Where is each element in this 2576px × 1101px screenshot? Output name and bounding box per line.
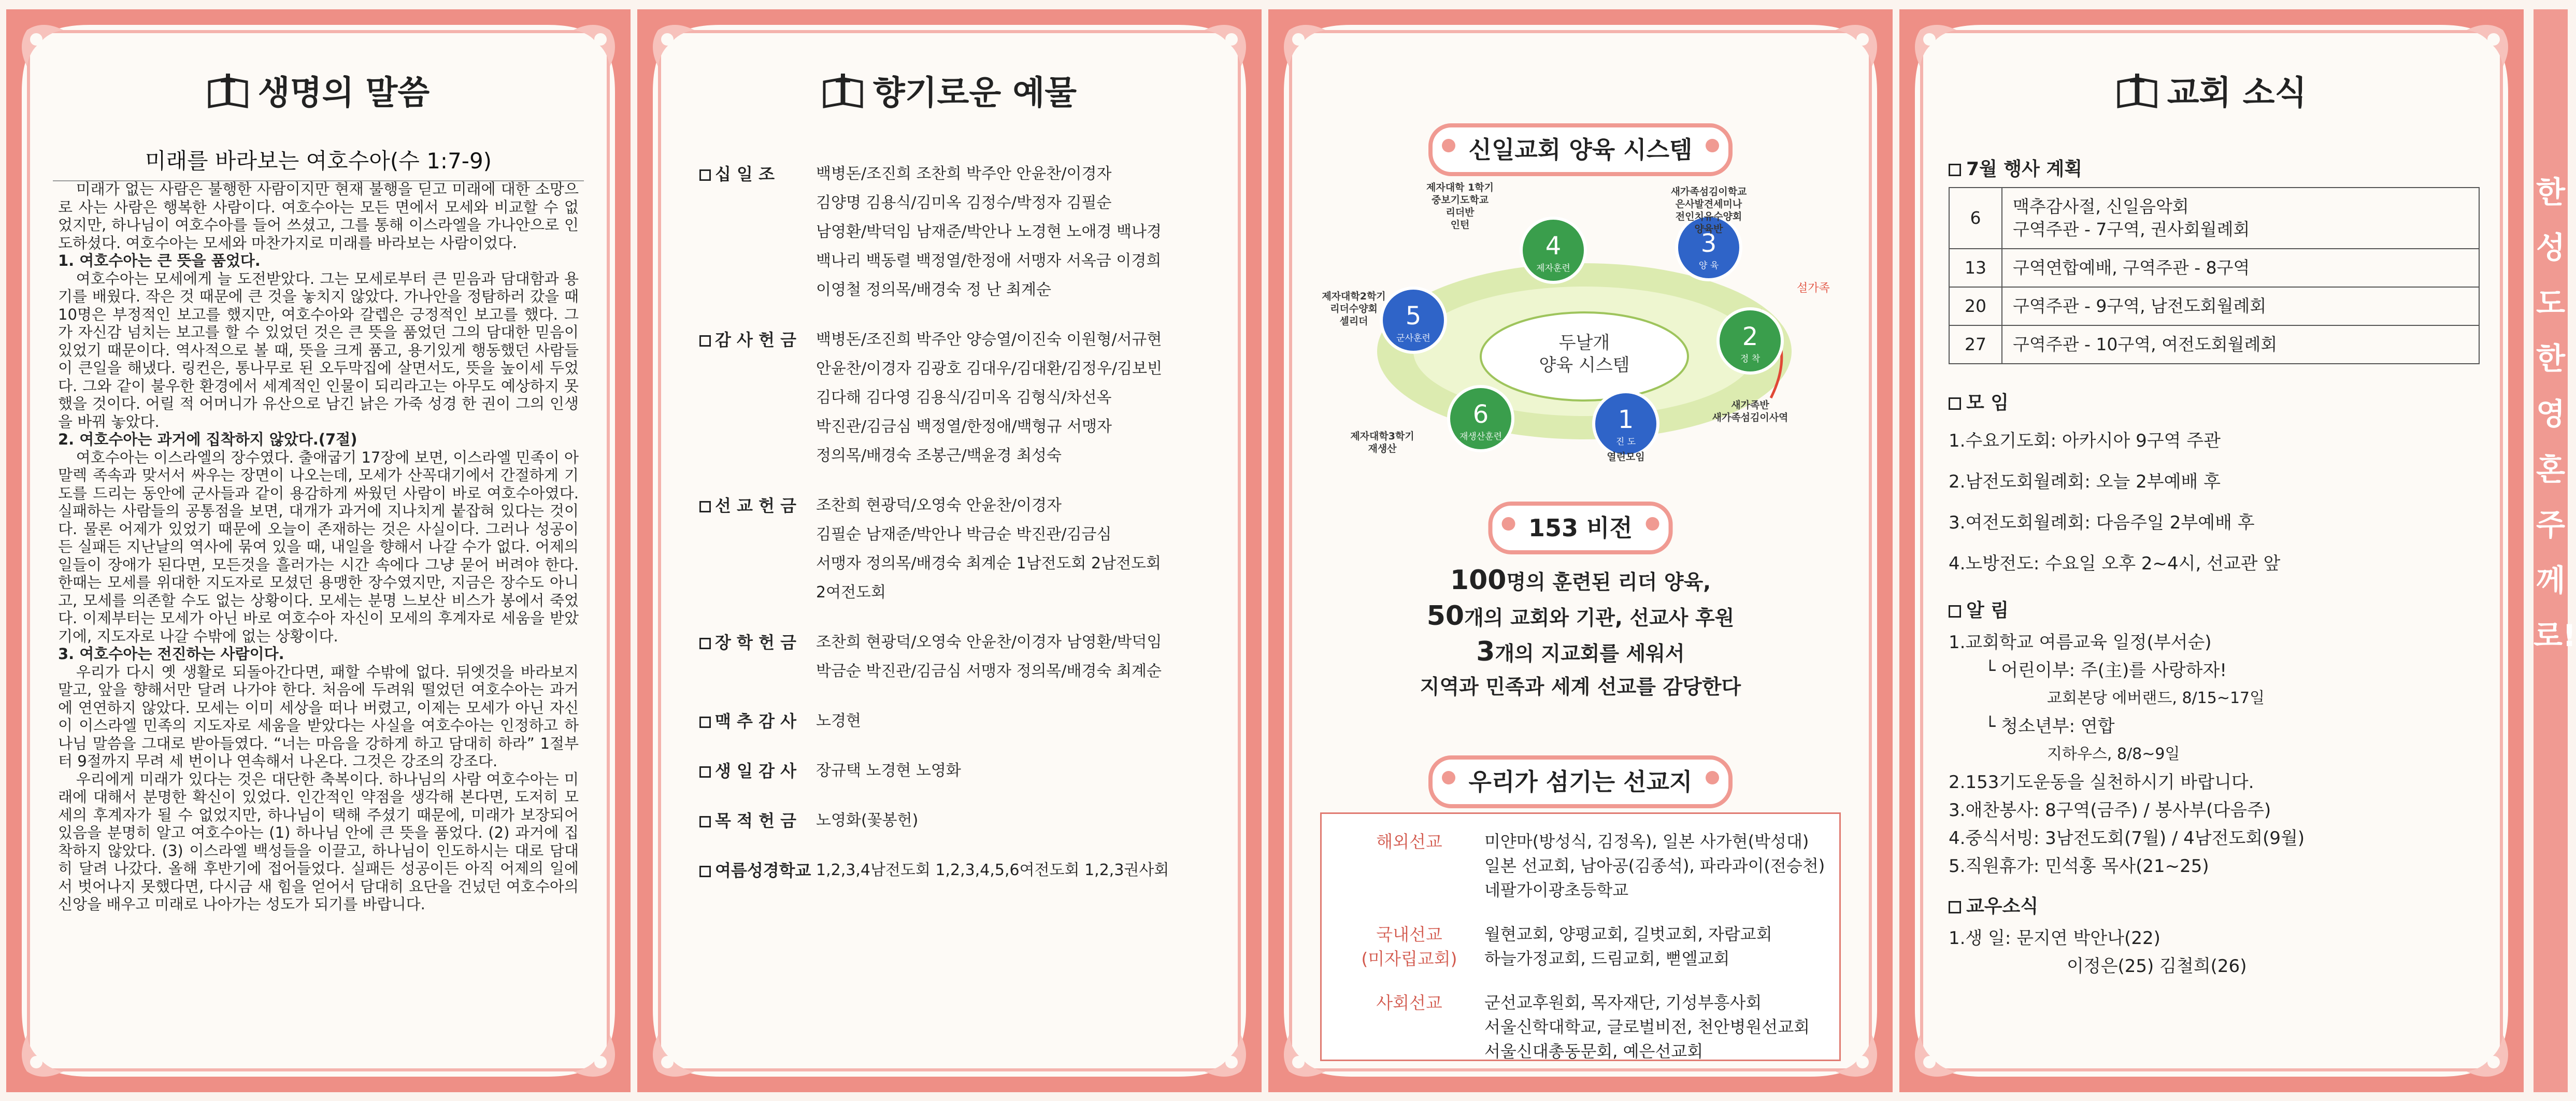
offering-names — [816, 491, 1161, 607]
panel-church-news — [1899, 9, 2524, 1092]
panel-title: 향기로운 예물 — [872, 74, 1077, 112]
birthday-names: 문지연 박안나(22) — [2016, 928, 2160, 949]
offering-names-line: 장규택 노경현 노영화 — [816, 762, 961, 780]
offering-names-line: 김필순 남재준/박안나 박금순 박진관/김금심 — [816, 525, 1112, 544]
vision-statement — [1305, 564, 1856, 704]
notice-item: 5.직원휴가: 민석홍 목사(21~25) — [1949, 856, 2209, 877]
mission-list-line: 서울신대총동문회, 예은선교회 — [1484, 1041, 1704, 1061]
mission-list-line: 네팔가이광초등학교 — [1484, 880, 1629, 900]
offering-label — [699, 856, 816, 885]
section-heading: 7월 행사 계획 — [1966, 159, 2082, 180]
system-node-caption: 리더반 — [1446, 207, 1475, 218]
panel-church-system — [1268, 9, 1893, 1092]
checkbox-square-icon — [1949, 901, 1961, 913]
vision-text: 지역과 민족과 세계 선교를 감당한다 — [1420, 676, 1741, 699]
offering-names-line: 노경현 — [816, 712, 861, 730]
checkbox-square-icon — [699, 501, 711, 512]
panel-word-of-life — [6, 9, 631, 1092]
mission-list-line: 일본 선교회, 남아공(김종석), 파라과이(전승천) — [1484, 856, 1825, 876]
birthday-label: 1.생 일: — [1949, 928, 2011, 949]
offering-label-text: 장 학 헌 금 — [715, 633, 797, 652]
mission-list-line: 군선교후원회, 목자재단, 기성부흥사회 — [1484, 993, 1762, 1012]
july-schedule-table — [1949, 187, 2480, 364]
schedule-text — [2002, 249, 2479, 287]
vision-number: 50 — [1426, 600, 1465, 632]
mission-list — [1484, 830, 1825, 903]
sermon-title: 미래를 바라보는 여호수아(수 1:7-9) — [53, 144, 584, 181]
offering-names — [816, 628, 1162, 686]
offering-label — [699, 491, 816, 607]
sermon-paragraph: 우리가 다시 옛 생활로 되돌아간다면, 패할 수밖에 없다. 뒤엣것을 바라보지 말고, 앞을 향해서만 달려 나가야 한다. 처음에 두려워 떨었던 여호수아는 과거에 연연하지 않았다. 모세는 이미 세상을 떠나 버렸고, 이제는 모세가 아닌 자신이 이스라엘 민족의 지도자로 세움을 받았다는 사실을 여호수아는 인정하고 하나님 말씀을 그대로 받아들였다. “너는 마음을 강하게 하고 담대히 하라” 1절부터 9절까지 무려 세 번이나 연속해서 나온다. 그것은 강조의 강조다. — [58, 663, 579, 770]
system-node-label: 제자훈련 — [1536, 263, 1570, 274]
system-node-label: 양 육 — [1698, 261, 1719, 271]
checkbox-square-icon — [1949, 164, 1961, 176]
offering-names-line: 2여전도회 — [816, 583, 886, 602]
notice-item: 1.교회학교 여름교육 일정(부서순) — [1949, 632, 2212, 653]
offering-names-line: 서맹자 정의목/배경숙 최계순 1남전도회 2남전도회 — [816, 554, 1162, 573]
nurture-system-diagram — [1315, 180, 1877, 491]
vision-line — [1305, 671, 1856, 704]
notice-subitem-detail: 지하우스, 8/8~9일 — [2047, 745, 2180, 763]
notice-subitem: └ 청소년부: 연합 — [1985, 716, 2115, 737]
schedule-text-line: 구역주관 - 10구역, 여전도회월례회 — [2013, 334, 2278, 354]
system-node-caption: 인턴 — [1450, 219, 1470, 231]
sermon-paragraph: 여호수아는 모세에게 늘 도전받았다. 그는 모세로부터 큰 믿음과 담대함과 용기를 배웠다. 작은 것 때문에 큰 것을 놓치지 않았다. 가나안을 정탐하러 갔을 때 10명은 부정적인 보고를 했지만, 여호수아와 갈렙은 긍정적인 보고를 했다. 그가 자신감 넘치는 보고를 할 수 있었던 것은 큰 뜻을 품었던 그의 담대한 믿음이 있었기 때문이다. 역사적으로 볼 때, 뜻을 크게 품고, 용기있게 행동했던 사람들이 큰일을 해냈다. 링컨은, 통나무로 된 오두막집에 살면서도, 뜻을 높이세 두었다. 그와 같이 불우한 환경에서 세계적인 인물이 되리라고는 아무도 예상하지 못했을 것이다. 어릴 적 어머니가 유산으로 남긴 낡은 가죽 성경 한 권이 그의 인생을 바꿔 놓았다. — [58, 269, 579, 431]
panel-title: 교회 소식 — [2167, 74, 2307, 112]
offering-row — [699, 628, 1215, 686]
system-node-number: 5 — [1405, 302, 1422, 331]
corner-ornament — [542, 1004, 631, 1092]
system-node-number: 4 — [1545, 232, 1562, 261]
offering-names — [816, 856, 1169, 885]
offering-names-line: 김양명 김용식/김미옥 김정수/박정자 김필순 — [816, 194, 1112, 212]
meeting-item: 2.남전도회월례회: 오늘 2부예배 후 — [1949, 471, 2221, 492]
mission-category-line: 해외선교 — [1376, 832, 1442, 852]
schedule-text — [2002, 287, 2479, 325]
checkbox-square-icon — [699, 766, 711, 778]
bible-cross-icon — [207, 73, 249, 117]
mission-category — [1334, 922, 1484, 971]
section-heading: 모 임 — [1966, 392, 2009, 413]
mission-list-line: 미얀마(방성식, 김정옥), 일본 사가현(박성대) — [1484, 832, 1809, 851]
schedule-text-line: 구역주관 - 7구역, 권사회월례회 — [2013, 219, 2250, 239]
offering-row — [699, 325, 1215, 470]
system-node-caption: 제자대학3학기 — [1350, 431, 1414, 442]
offering-label — [699, 325, 816, 470]
schedule-text — [2002, 325, 2479, 364]
system-node-caption: 중보기도학교 — [1431, 194, 1489, 206]
offering-row — [699, 806, 1215, 835]
vision-number: 100 — [1450, 565, 1507, 596]
checkbox-square-icon — [699, 816, 711, 827]
mission-row — [1334, 922, 1827, 971]
mission-list-line: 월현교회, 양평교회, 길벗교회, 자람교회 — [1484, 924, 1772, 944]
offering-row — [699, 756, 1215, 785]
offering-names-line: 백나리 백동렬 백정열/한정애 서맹자 서옥금 이경희 — [816, 252, 1162, 270]
meeting-item: 3.여전도회월례회: 다음주일 2부예배 후 — [1949, 512, 2255, 533]
vision-line — [1305, 599, 1856, 635]
notice-item: 4.중식서빙: 3남전도회(7월) / 4남전도회(9월) — [1949, 828, 2305, 849]
offering-names-line: 박금순 박진관/김금심 서맹자 정의목/배경숙 최계순 — [816, 662, 1162, 680]
offering-row — [699, 856, 1215, 885]
vision-line — [1305, 564, 1856, 599]
news-content — [1949, 154, 2480, 980]
offering-names — [816, 756, 961, 785]
system-node-caption: 새가족반 — [1731, 399, 1769, 411]
system-node-caption: 양육반 — [1694, 223, 1723, 235]
system-node-caption: 새가족섬김이학교 — [1670, 186, 1747, 197]
ribbon-153-vision: 153 비전 — [1488, 502, 1673, 554]
side-banner — [2534, 9, 2576, 1092]
system-node-label: 군사훈련 — [1396, 333, 1430, 344]
schedule-row — [1949, 249, 2479, 287]
system-node-number: 2 — [1742, 322, 1758, 351]
checkbox-square-icon — [699, 638, 711, 649]
vision-text: 명의 훈련된 리더 양육, — [1506, 571, 1711, 594]
center-line1: 두날개 — [1558, 333, 1610, 353]
mission-row — [1334, 830, 1827, 903]
system-node-caption: 재생산 — [1368, 443, 1397, 454]
meetings-list — [1949, 421, 2480, 584]
offering-names-line: 이영철 정의목/배경숙 정 난 최계순 — [816, 281, 1051, 299]
notice-subitem-detail: 교회본당 에버랜드, 8/15~17일 — [2047, 689, 2265, 707]
checkbox-square-icon — [1949, 605, 1961, 618]
notice-item: 3.애찬봉사: 8구역(금주) / 봉사부(다음주) — [1949, 800, 2271, 821]
mission-category — [1334, 830, 1484, 903]
mission-row — [1334, 991, 1827, 1064]
checkbox-square-icon — [1949, 397, 1961, 410]
schedule-text-line: 구역주관 - 9구역, 남전도회월례회 — [2013, 296, 2267, 316]
checkbox-square-icon — [699, 335, 711, 347]
offering-row — [699, 491, 1215, 607]
notice-subitem: └ 어린이부: 주(主)를 사랑하자! — [1985, 660, 2227, 681]
mission-category-line: (미자립교회) — [1361, 949, 1457, 969]
offering-label-text: 맥 추 감 사 — [715, 711, 797, 731]
corner-ornament — [1268, 9, 1356, 97]
corner-ornament — [1899, 1004, 1987, 1092]
offering-label-text: 선 교 헌 금 — [715, 496, 797, 516]
checkbox-square-icon — [699, 717, 711, 728]
schedule-day: 27 — [1949, 325, 2002, 364]
offering-label — [699, 707, 816, 736]
offering-row — [699, 160, 1215, 305]
corner-ornament — [1805, 9, 1893, 97]
arrow-label: 설가족 — [1797, 282, 1830, 295]
birthday-names: 이정은(25) 김철희(26) — [2067, 956, 2247, 977]
system-node-label: 재생산훈련 — [1459, 432, 1502, 442]
sermon-paragraph: 여호수아는 이스라엘의 장수였다. 출애굽기 17장에 보면, 이스라엘 민족이 아말렉 족속과 맞서서 싸우는 장면이 나오는데, 모세가 산꼭대기에서 간절하게 기도를 드리는 동안에 군사들과 같이 용감하게 싸웠던 사람이 바로 여호수아였다. 실패하는 사람들의 공통점을 보면, 대개가 과거에 지나치게 붙잡혀 있다는 것이다. 물론 어제가 있었기 때문에 오늘이 존재하는 것은 사실이다. 그러나 성공이든 실패든 지난날의 역사에 묶여 있을 때, 내일을 향해서 나갈 수가 없다. 어제의 일들이 장애가 된다면, 모든것을 흘러가는 시간 속에다 그냥 묻어 버려야 한다. 한때는 모세를 위대한 지도자로 모셨던 용맹한 장수였지만, 지금은 장수도 아니고, 모세를 의존할 수도 없는 상황이다. 모세는 분명 느보산 비스가 봉에서 죽었다. 이제부터는 모세가 아닌 바로 여호수아 자신이 모세의 후계자로 세움을 받았기에, 지도자로 나갈 수밖에 없는 상황이다. — [58, 448, 579, 645]
center-line2: 양육 시스템 — [1539, 355, 1630, 376]
checkbox-square-icon — [699, 866, 711, 877]
system-node-caption: 새가족섬김이사역 — [1712, 412, 1788, 423]
schedule-text-line: 구역연합예배, 구역주관 - 8구역 — [2013, 258, 2250, 278]
system-node-label: 정 착 — [1740, 354, 1761, 364]
offering-names-line: 노영화(꽃봉헌) — [816, 811, 919, 830]
system-node-label: 진 도 — [1615, 437, 1636, 447]
schedule-row — [1949, 287, 2479, 325]
offering-names-line: 김다해 김다영 김용식/김미옥 김형식/차선옥 — [816, 389, 1112, 407]
offering-names — [816, 707, 861, 736]
notice-sublist — [1949, 656, 2480, 768]
vision-text: 개의 지교회를 세워서 — [1495, 642, 1685, 666]
mission-box — [1320, 812, 1841, 1061]
sermon-point: 2. 여호수아는 과거에 집착하지 않았다.(7절) — [58, 431, 357, 448]
offering-names-line: 1,2,3,4남전도회 1,2,3,4,5,6여전도회 1,2,3권사회 — [816, 861, 1169, 879]
system-node-number: 6 — [1472, 400, 1489, 429]
ribbon-mission-fields: 우리가 섬기는 선교지 — [1428, 755, 1733, 808]
offering-names-line: 백병돈/조진희 조찬희 박주안 안윤찬/이경자 — [816, 165, 1112, 183]
corner-ornament — [1173, 1004, 1262, 1092]
offering-names-line: 정의목/배경숙 조봉근/백윤경 최성숙 — [816, 447, 1062, 465]
offering-label — [699, 160, 816, 305]
vision-text: 개의 교회와 기관, 선교사 후원 — [1464, 607, 1735, 630]
schedule-day: 13 — [1949, 249, 2002, 287]
offering-names — [816, 325, 1162, 470]
system-node-caption: 제자대학2학기 — [1322, 291, 1386, 302]
meeting-item: 1.수요기도회: 아카시아 9구역 주관 — [1949, 431, 2221, 451]
offering-names-line: 조찬희 현광덕/오영숙 안윤찬/이경자 — [816, 496, 1062, 514]
offering-names-line: 백병돈/조진희 박주안 양승열/이진숙 이원형/서규현 — [816, 331, 1162, 349]
schedule-row — [1949, 325, 2479, 364]
section-heading: 알 림 — [1966, 600, 2009, 621]
mission-list — [1484, 922, 1772, 971]
meeting-item: 4.노방전도: 수요일 오후 2~4시, 선교관 앞 — [1949, 553, 2281, 574]
offering-row — [699, 707, 1215, 736]
bible-cross-icon — [2116, 73, 2158, 117]
offering-label-text: 감 사 헌 금 — [715, 330, 797, 350]
mission-category-line: 사회선교 — [1376, 993, 1442, 1013]
system-node-caption: 은사발견세미나 — [1675, 198, 1742, 210]
offering-names-line: 남영환/박덕임 남재준/박안나 노경현 노애경 백나경 — [816, 223, 1162, 241]
offering-label-text: 생 일 감 사 — [715, 761, 797, 781]
system-node-caption: 전인치유수양회 — [1675, 211, 1742, 222]
sermon-body — [58, 180, 579, 913]
offering-list — [699, 160, 1215, 906]
system-node-caption: 리더수양회 — [1330, 303, 1378, 314]
offering-label-text: 목 적 헌 금 — [715, 811, 797, 831]
system-node-number: 3 — [1700, 229, 1717, 258]
corner-ornament — [637, 1004, 725, 1092]
bible-cross-icon — [822, 73, 864, 117]
mission-list-line: 서울신학대학교, 글로벌비전, 천안병원선교회 — [1484, 1017, 1810, 1037]
mission-category-line: 국내선교 — [1376, 924, 1442, 945]
panel-title: 생명의 말씀 — [257, 74, 430, 112]
offering-label — [699, 806, 816, 835]
vision-line — [1305, 635, 1856, 671]
panel-offerings — [637, 9, 1262, 1092]
schedule-day: 6 — [1949, 188, 2002, 249]
sermon-point: 3. 여호수아는 전진하는 사람이다. — [58, 645, 284, 663]
sermon-paragraph: 우리에게 미래가 있다는 것은 대단한 축복이다. 하나님의 사람 여호수아는 미래에 대해서 분명한 확신이 있었다. 인간적인 약점을 생각해 본다면, 도저히 모세의 후계자가 될 수 없었지만, 하나님이 택해 주셨기 때문에, 미래가 보장되어 있음을 분명히 알고 여호수아는 (1) 하나님 안에 큰 뜻을 품었다. (2) 과거에 집착하지 않았다. (3) 이스라엘 백성들을 이끌고, 하나님이 인도하시는 대로 담대히 달려 나갔다. 올해 후반기에 접어들었다. 실패든 성공이든 아직 어제의 일에서 벗어나지 못했다면, 다시금 새 힘을 얻어서 담대히 요단을 건넜던 여호수아의 신앙을 배우고 미래로 나아가는 성도가 되기를 바랍니다. — [58, 770, 579, 913]
schedule-text — [2002, 188, 2479, 249]
mission-list-line: 하늘가정교회, 드림교회, 뻗엘교회 — [1484, 949, 1730, 968]
checkbox-square-icon — [699, 169, 711, 181]
offering-names-line: 안윤찬/이경자 김광호 김대우/김대환/김정우/김보빈 — [816, 360, 1163, 378]
offering-label-text: 십 일 조 — [715, 164, 775, 184]
sermon-paragraph: 미래가 없는 사람은 불행한 사람이지만 현재 불행을 딛고 미래에 대한 소망으로 사는 사람은 행복한 사람이다. 여호수아는 모든 면에서 모세와 비교할 수 없었지만, 하나님이 여호수아를 들어 쓰셨고, 그를 통해 이스라엘을 가나안으로 인도하셨다. 여호수아는 모세와 마찬가지로 미래를 바라보는 사람이었다. — [58, 180, 579, 252]
system-node-caption: 셀리더 — [1339, 316, 1368, 327]
ribbon-nurture-system: 신일교회 양육 시스템 — [1428, 123, 1733, 176]
offering-label — [699, 756, 816, 785]
corner-ornament — [2436, 1004, 2524, 1092]
offering-label-text: 여름성경학교 — [715, 861, 811, 880]
notice-item: 2.153기도운동을 실천하시기 바랍니다. — [1949, 772, 2254, 793]
offering-names — [816, 160, 1162, 305]
offering-names — [816, 806, 918, 835]
offering-names-line: 조찬희 현광덕/오영숙 안윤찬/이경자 남영환/박덕임 — [816, 633, 1162, 651]
side-banner-text: 한성도한영혼주께로! — [2534, 175, 2576, 653]
system-node-caption: 열린모임 — [1607, 451, 1645, 463]
offering-label — [699, 628, 816, 686]
section-heading: 교우소식 — [1966, 896, 2039, 917]
schedule-row — [1949, 188, 2479, 249]
schedule-text-line: 맥추감사절, 신일음악회 — [2013, 196, 2189, 217]
system-node-number: 1 — [1618, 405, 1634, 434]
vision-number: 3 — [1476, 636, 1495, 667]
mission-category — [1334, 991, 1484, 1064]
offering-names-line: 박진관/김금심 백정열/한정애/백형규 서맹자 — [816, 418, 1112, 436]
sermon-point: 1. 여호수아는 큰 뜻을 품었다. — [58, 252, 261, 269]
system-node-caption: 제자대학 1학기 — [1426, 182, 1494, 193]
schedule-day: 20 — [1949, 287, 2002, 325]
corner-ornament — [6, 1004, 94, 1092]
notices-list — [1949, 768, 2480, 880]
mission-list — [1484, 991, 1810, 1064]
